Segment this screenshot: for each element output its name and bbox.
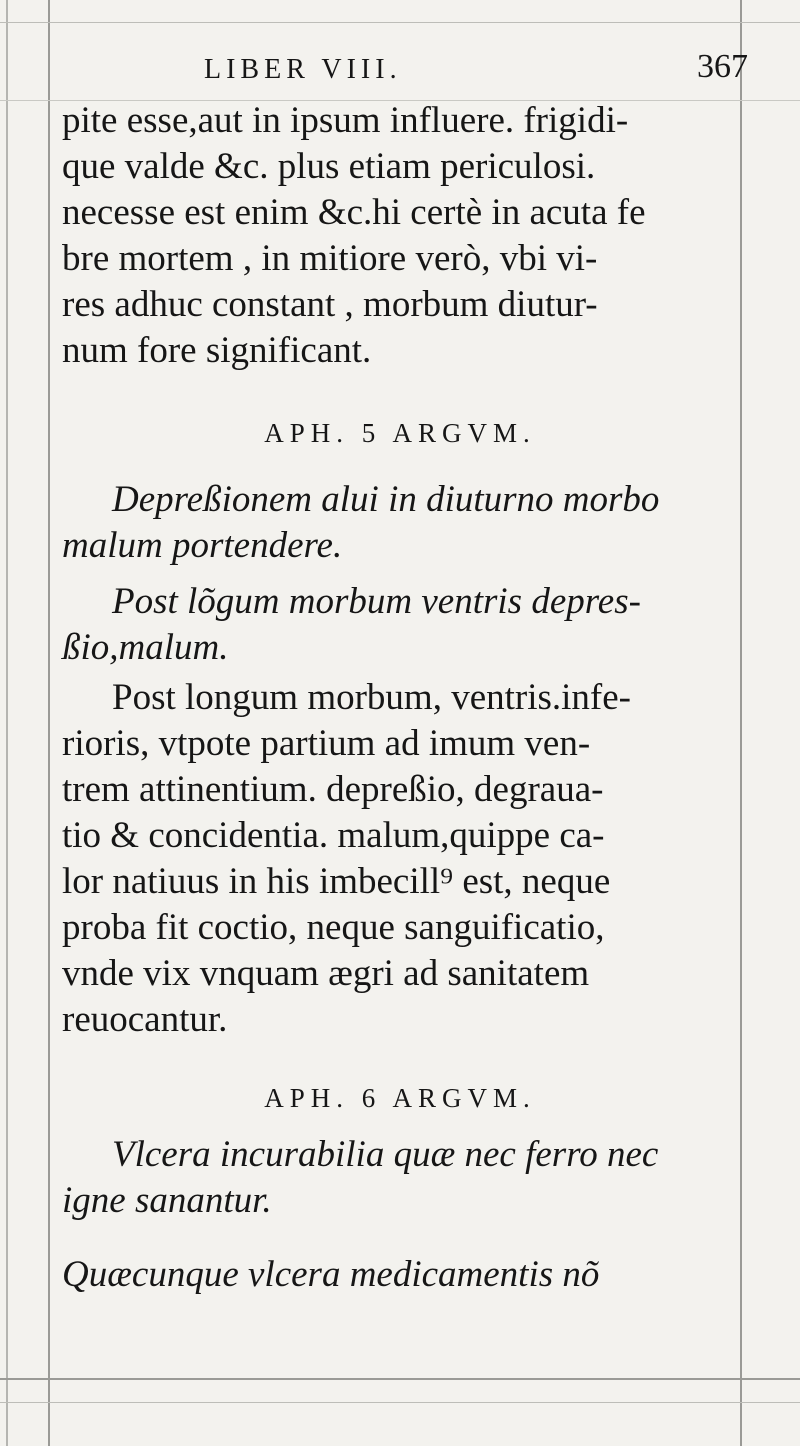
margin-rule-right [740, 0, 742, 1446]
text-line: malum portendere. [62, 525, 343, 566]
book-page [62, 48, 748, 1298]
margin-rule-left [48, 0, 50, 1446]
text-line: necesse est enim &c.hi certè in acuta fe [62, 192, 646, 233]
aphorism-5 [62, 579, 738, 671]
text-line: igne sanantur. [62, 1180, 272, 1221]
text-line: bre mortem , in mitiore verò, vbi vi- [62, 238, 598, 279]
section-heading-aph5: APH. 5 ARGVM. [264, 418, 536, 448]
text-line: Vlcera incurabilia quæ nec ferro nec [112, 1134, 659, 1175]
text-line: Depreßionem alui in diuturno morbo [112, 479, 660, 520]
text-line: res adhuc constant , morbum diutur- [62, 284, 598, 325]
page-edge-left [6, 0, 8, 1446]
running-head [62, 48, 748, 98]
text-line: tio & concidentia. malum,quippe ca- [62, 815, 605, 856]
text-line: vnde vix vnquam ægri ad sanitatem [62, 953, 590, 994]
text-line: trem attinentium. depreßio, degraua- [62, 769, 604, 810]
commentary-aph5 [62, 675, 738, 1043]
text-line: pite esse,aut in ipsum influere. frigidi- [62, 100, 629, 141]
paragraph-continuation [62, 98, 738, 374]
rule-bottom-secondary [0, 1402, 800, 1403]
running-title: LIBER VIII. [204, 54, 402, 85]
text-line: Post lõgum morbum ventris depres- [112, 581, 641, 622]
section-heading-aph6: APH. 6 ARGVM. [264, 1083, 536, 1113]
text-line: Quæcunque vlcera medicamentis nõ [62, 1254, 600, 1295]
page-number: 367 [697, 48, 748, 85]
text-line: Post longum morbum, ventris.infe- [112, 677, 631, 718]
rule-bottom [0, 1378, 800, 1380]
argument-aph5 [62, 477, 738, 569]
argument-aph6 [62, 1132, 738, 1224]
text-line: que valde &c. plus etiam periculosi. [62, 146, 596, 187]
text-line: rioris, vtpote partium ad imum ven- [62, 723, 591, 764]
text-line: ßio,malum. [62, 627, 229, 668]
aphorism-6 [62, 1252, 738, 1298]
text-line: reuocantur. [62, 999, 228, 1040]
text-line: lor natiuus in his imbecill⁹ est, neque [62, 861, 611, 902]
text-line: num fore significant. [62, 330, 372, 371]
text-line: proba fit coctio, neque sanguificatio, [62, 907, 605, 948]
rule-top [0, 22, 800, 23]
